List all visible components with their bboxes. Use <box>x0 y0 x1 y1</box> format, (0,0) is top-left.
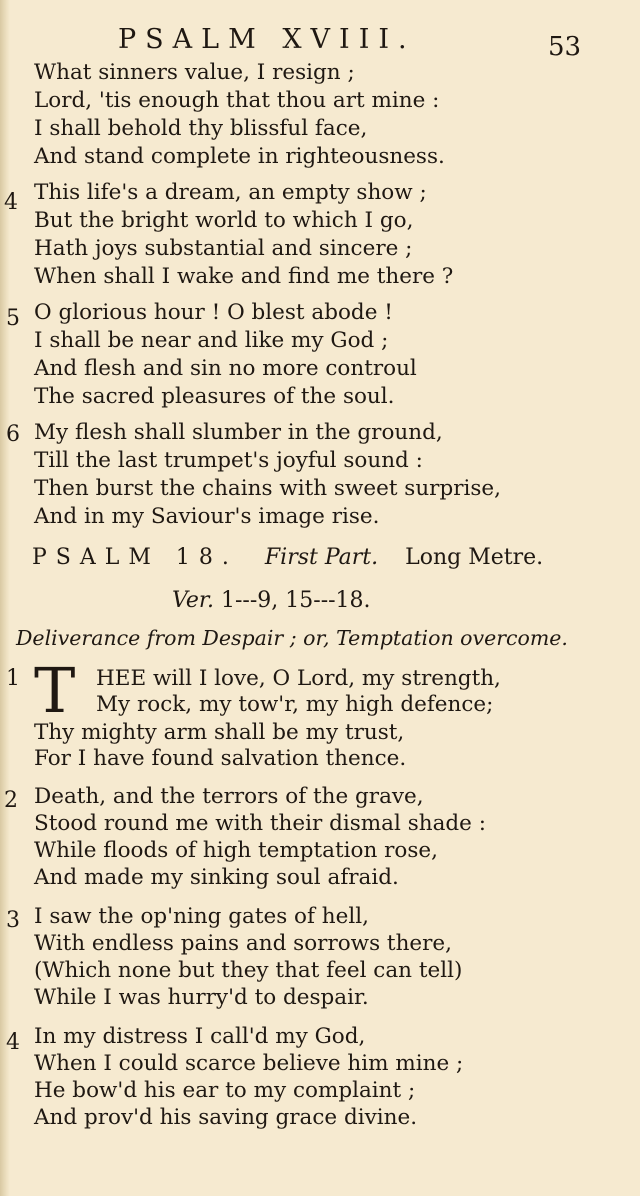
stanza-number: 1 <box>6 666 20 691</box>
stanza-line: Death, and the terrors of the grave, <box>34 784 424 809</box>
stanza-line: I shall be near and like my God ; <box>34 328 389 353</box>
stanza-number: 4 <box>4 190 18 215</box>
stanza-line: For I have found salvation thence. <box>34 746 407 771</box>
section-part: First Part. <box>264 545 379 570</box>
stanza-line: (Which none but they that feel can tell) <box>34 958 463 983</box>
verses-range: 1---9, 15---18. <box>220 588 371 613</box>
verses-prefix: Ver. <box>172 588 214 613</box>
stanza-line: In my distress I call'd my God, <box>34 1024 366 1049</box>
stanza-line: While floods of high temptation rose, <box>34 838 438 863</box>
stanza-line: My rock, my tow'r, my high defence; <box>96 692 494 717</box>
stanza-line: When I could scarce believe him mine ; <box>34 1051 464 1076</box>
stanza-line: I shall behold thy blissful face, <box>34 116 368 141</box>
section-metre: Long Metre. <box>405 545 544 570</box>
stanza-line: And flesh and sin no more controul <box>34 356 417 381</box>
stanza-line: While I was hurry'd to despair. <box>34 985 369 1010</box>
stanza-line: And made my sinking soul afraid. <box>34 865 399 890</box>
stanza-number: 5 <box>6 306 20 331</box>
stanza-line: What sinners value, I resign ; <box>34 60 355 85</box>
stanza-number: 3 <box>6 908 20 933</box>
stanza-line: But the bright world to which I go, <box>34 208 414 233</box>
stanza-number: 2 <box>4 788 18 813</box>
stanza-line: Thy mighty arm shall be my trust, <box>34 720 405 745</box>
section-title: PSALM 18. <box>32 545 238 570</box>
stanza-number: 4 <box>6 1030 20 1055</box>
stanza-line: And in my Saviour's image rise. <box>34 504 380 529</box>
stanza-line: Stood round me with their dismal shade : <box>34 811 486 836</box>
page-header-title: PSALM XVIII. <box>118 24 416 55</box>
drop-cap: T <box>34 654 76 727</box>
stanza-line: With endless pains and sorrows there, <box>34 931 452 956</box>
stanza-line: My flesh shall slumber in the ground, <box>34 420 443 445</box>
stanza-line: He bow'd his ear to my complaint ; <box>34 1078 416 1103</box>
stanza-line: Hath joys substantial and sincere ; <box>34 236 413 261</box>
section-verses <box>172 588 371 613</box>
stanza-line: O glorious hour ! O blest abode ! <box>34 300 393 325</box>
stanza-line: And stand complete in righteousness. <box>34 144 445 169</box>
stanza-line: Then burst the chains with sweet surprise, <box>34 476 501 501</box>
page-number: 53 <box>548 32 582 62</box>
stanza-line: When shall I wake and find me there ? <box>34 264 454 289</box>
stanza-line: HEE will I love, O Lord, my strength, <box>96 666 501 691</box>
stanza-line: Till the last trumpet's joyful sound : <box>34 448 423 473</box>
section-subtitle: Deliverance from Despair ; or, Temptation overcome. <box>16 626 568 650</box>
stanza-line: This life's a dream, an empty show ; <box>34 180 427 205</box>
stanza-line: I saw the op'ning gates of hell, <box>34 904 369 929</box>
page-gutter <box>0 0 10 1196</box>
stanza-number: 6 <box>6 422 20 447</box>
stanza-line: Lord, 'tis enough that thou art mine : <box>34 88 440 113</box>
section-heading <box>32 545 543 570</box>
stanza-line: The sacred pleasures of the soul. <box>34 384 395 409</box>
stanza-line: And prov'd his saving grace divine. <box>34 1105 418 1130</box>
